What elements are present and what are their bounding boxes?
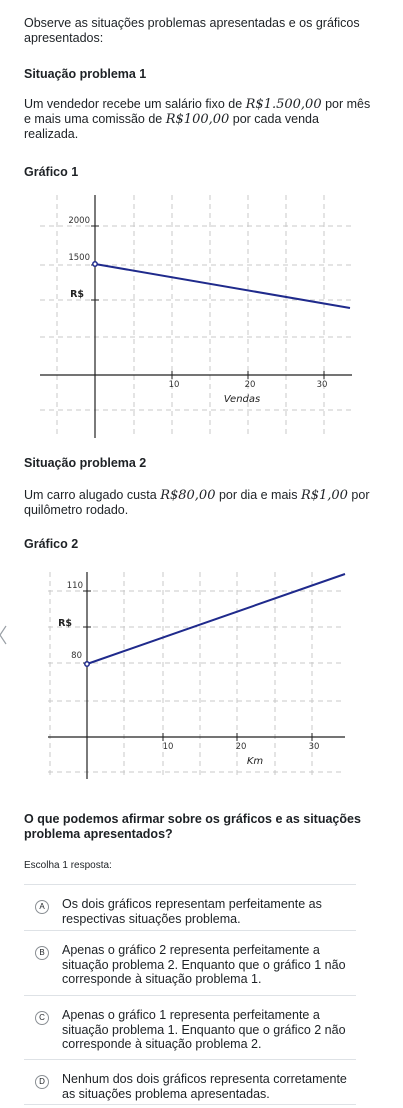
option-d-text: Nenhum dos dois gráficos representa corretamente as situações problema apresentadas. bbox=[62, 1072, 347, 1101]
situation1-text: Um vendedor recebe um salário fixo de R$1.500,00 por mês e mais uma comissão de R$100,00 por cada venda realizada. bbox=[24, 97, 371, 141]
option-b-text: Apenas o gráfico 2 representa perfeitamente a situação problema 2. Enquanto que o gráfico 1 não corresponde à situação problema 1. bbox=[62, 943, 346, 986]
option-c-radio[interactable]: C bbox=[35, 1011, 49, 1025]
graph1-start-point bbox=[93, 262, 97, 266]
graph1-y-label: R$ bbox=[70, 289, 84, 300]
options-bottom-divider bbox=[24, 1104, 356, 1105]
graph2-x-tick-10: 10 bbox=[162, 742, 174, 752]
graph2-y-tick-110: 110 bbox=[66, 581, 83, 591]
graph1-x-tick-30: 30 bbox=[316, 380, 328, 390]
graph2-y-label: R$ bbox=[58, 618, 72, 629]
option-c-text: Apenas o gráfico 1 representa perfeitamente a situação problema 1. Enquanto que o gráfico 2 não corresponde à situação problema 2. bbox=[62, 1008, 346, 1051]
prompt-text: Escolha 1 resposta: bbox=[24, 860, 112, 871]
question-text: O que podemos afirmar sobre os gráficos e as situações problema apresentados? bbox=[24, 812, 361, 841]
graph1-x-label: Vendas bbox=[223, 394, 261, 405]
graph2-heading: Gráfico 2 bbox=[24, 537, 79, 551]
graph1-y-tick-1500: 1500 bbox=[68, 253, 90, 263]
option-b-radio[interactable]: B bbox=[35, 946, 49, 960]
graph2-y-tick-80: 80 bbox=[71, 651, 82, 661]
graph1-y-tick-2000: 2000 bbox=[68, 216, 90, 226]
graph2-x-tick-30: 30 bbox=[308, 742, 320, 752]
option-d[interactable] bbox=[24, 1059, 356, 1105]
chevron-left-icon[interactable] bbox=[0, 624, 8, 646]
graph2-x-label: Km bbox=[246, 756, 264, 767]
graph1-heading: Gráfico 1 bbox=[24, 165, 79, 179]
graph1-x-tick-20: 20 bbox=[244, 380, 256, 390]
option-c[interactable] bbox=[24, 995, 356, 1060]
graph2-start-point bbox=[85, 662, 89, 666]
option-a-text: Os dois gráficos representam perfeitamente as respectivas situações problema. bbox=[62, 897, 322, 926]
situation2-heading: Situação problema 2 bbox=[24, 456, 147, 470]
option-b[interactable] bbox=[24, 930, 356, 995]
situation1-heading: Situação problema 1 bbox=[24, 67, 147, 81]
option-a[interactable] bbox=[24, 884, 356, 931]
option-d-radio[interactable]: D bbox=[35, 1075, 49, 1089]
graph1-line bbox=[95, 264, 350, 308]
graph1-x-tick-10: 10 bbox=[168, 380, 180, 390]
graph2-x-tick-20: 20 bbox=[235, 742, 247, 752]
intro-text: Observe as situações problemas apresentadas e os gráficos apresentados: bbox=[24, 16, 360, 45]
graph2 bbox=[0, 567, 403, 782]
option-a-radio[interactable]: A bbox=[35, 900, 49, 914]
graph2-line bbox=[87, 574, 345, 664]
situation2-text: Um carro alugado custa R$80,00 por dia e mais R$1,00 por quilômetro rodado. bbox=[24, 488, 370, 517]
graph1 bbox=[0, 190, 403, 440]
